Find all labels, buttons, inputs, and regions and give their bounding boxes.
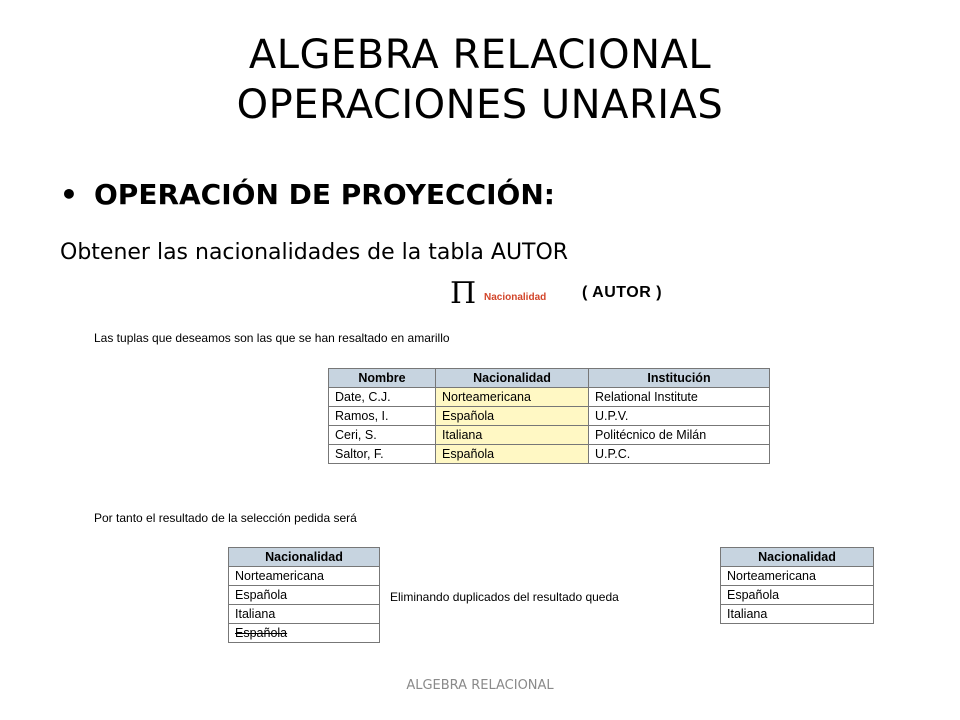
table-header-row — [329, 369, 770, 388]
slide-footer: ALGEBRA RELACIONAL — [406, 678, 554, 693]
cell-institucion: Relational Institute — [589, 388, 770, 407]
table-row — [329, 407, 770, 426]
cell-nacionalidad-duplicate — [229, 624, 380, 643]
title-line-1: ALGEBRA RELACIONAL — [248, 32, 712, 78]
projection-relation: ( AUTOR ) — [582, 284, 663, 301]
cell-nacionalidad: Norteamericana — [229, 567, 380, 586]
autor-table — [328, 368, 770, 464]
header-nacionalidad: Nacionalidad — [229, 548, 380, 567]
header-nacionalidad: Nacionalidad — [721, 548, 874, 567]
cell-nombre: Ceri, S. — [329, 426, 436, 445]
middle-text: Eliminando duplicados del resultado queda — [390, 590, 619, 604]
result-table — [228, 547, 380, 643]
struck-text: Española — [235, 626, 288, 640]
header-institucion: Institución — [589, 369, 770, 388]
table-row — [329, 445, 770, 464]
projection-attribute: Nacionalidad — [484, 292, 547, 303]
cell-nombre: Saltor, F. — [329, 445, 436, 464]
header-nacionalidad: Nacionalidad — [436, 369, 589, 388]
subtitle-text: Obtener las nacionalidades de la tabla AUTOR — [60, 240, 569, 265]
table-row — [721, 586, 874, 605]
cell-nacionalidad: Española — [229, 586, 380, 605]
table-row — [229, 605, 380, 624]
cell-nacionalidad: Española — [721, 586, 874, 605]
table-row — [229, 624, 380, 643]
cell-nombre: Date, C.J. — [329, 388, 436, 407]
pi-symbol: Π — [450, 276, 477, 311]
bullet-dot-icon: • — [60, 178, 78, 211]
final-table — [720, 547, 874, 624]
cell-nombre: Ramos, I. — [329, 407, 436, 426]
cell-institucion: U.P.C. — [589, 445, 770, 464]
slide-title — [0, 30, 960, 130]
bullet-text: OPERACIÓN DE PROYECCIÓN: — [94, 178, 555, 211]
table-header-row — [229, 548, 380, 567]
table-row — [229, 586, 380, 605]
cell-nacionalidad: Italiana — [436, 426, 589, 445]
note-top: Las tuplas que deseamos son las que se han resaltado en amarillo — [94, 331, 450, 345]
cell-institucion: U.P.V. — [589, 407, 770, 426]
table-row — [721, 567, 874, 586]
cell-nacionalidad: Española — [436, 445, 589, 464]
table-row — [721, 605, 874, 624]
cell-institucion: Politécnico de Milán — [589, 426, 770, 445]
header-nombre: Nombre — [329, 369, 436, 388]
title-line-2: OPERACIONES UNARIAS — [236, 82, 724, 128]
cell-nacionalidad: Norteamericana — [436, 388, 589, 407]
table-row — [329, 388, 770, 407]
table-row — [329, 426, 770, 445]
cell-nacionalidad: Española — [436, 407, 589, 426]
note-result: Por tanto el resultado de la selección pedida será — [94, 511, 357, 525]
cell-nacionalidad: Italiana — [721, 605, 874, 624]
cell-nacionalidad: Norteamericana — [721, 567, 874, 586]
cell-nacionalidad: Italiana — [229, 605, 380, 624]
table-header-row — [721, 548, 874, 567]
table-row — [229, 567, 380, 586]
